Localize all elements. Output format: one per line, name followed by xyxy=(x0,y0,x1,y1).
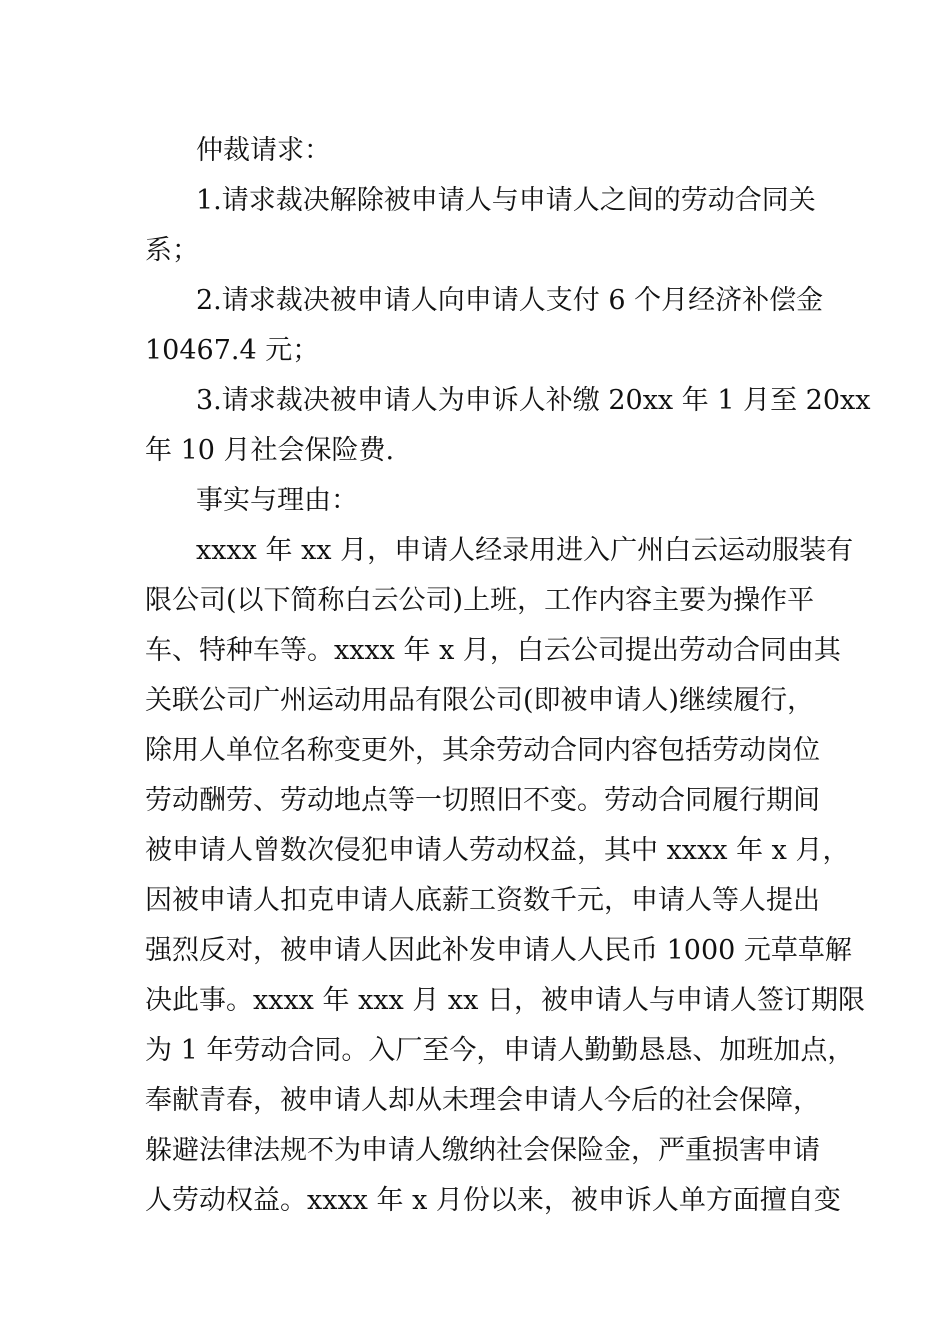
claims-heading: 仲裁请求： xyxy=(196,135,331,166)
facts-line: 人劳动权益。xxxx 年 x 月份以来，被申诉人单方面擅自变 xyxy=(145,1185,841,1216)
facts-line: 决此事。xxxx 年 xxx 月 xx 日，被申请人与申请人签订期限 xyxy=(145,985,865,1016)
claim-2-line-2: 10467.4 元； xyxy=(145,335,320,366)
facts-line: xxxx 年 xx 月，申请人经录用进入广州白云运动服装有 xyxy=(196,535,854,566)
facts-line: 躲避法律法规不为申请人缴纳社会保险金，严重损害申请 xyxy=(145,1135,820,1166)
claim-3-line-1: 3.请求裁决被申请人为申诉人补缴 20xx 年 1 月至 20xx xyxy=(196,385,871,416)
claim-1-line-2: 系； xyxy=(145,235,199,266)
facts-heading: 事实与理由： xyxy=(196,485,358,516)
claim-3-line-2: 年 10 月社会保险费. xyxy=(145,435,395,466)
claim-2-line-1: 2.请求裁决被申请人向申请人支付 6 个月经济补偿金 xyxy=(196,285,824,316)
facts-line: 除用人单位名称变更外，其余劳动合同内容包括劳动岗位 xyxy=(145,735,820,766)
facts-line: 为 1 年劳动合同。入厂至今，申请人勤勤恳恳、加班加点， xyxy=(145,1035,855,1066)
claim-1-line-1: 1.请求裁决解除被申请人与申请人之间的劳动合同关 xyxy=(196,185,816,216)
facts-line: 关联公司广州运动用品有限公司(即被申请人)继续履行， xyxy=(145,685,815,716)
facts-line: 奉献青春，被申请人却从未理会申请人今后的社会保障， xyxy=(145,1085,820,1116)
facts-line: 车、特种车等。xxxx 年 x 月，白云公司提出劳动合同由其 xyxy=(145,635,841,666)
facts-line: 劳动酬劳、劳动地点等一切照旧不变。劳动合同履行期间 xyxy=(145,785,820,816)
facts-line: 被申请人曾数次侵犯申请人劳动权益，其中 xxxx 年 x 月， xyxy=(145,835,850,866)
facts-line: 强烈反对，被申请人因此补发申请人人民币 1000 元草草解 xyxy=(145,935,852,966)
facts-line: 限公司(以下简称白云公司)上班，工作内容主要为操作平 xyxy=(145,585,815,616)
facts-line: 因被申请人扣克申请人底薪工资数千元，申请人等人提出 xyxy=(145,885,820,916)
